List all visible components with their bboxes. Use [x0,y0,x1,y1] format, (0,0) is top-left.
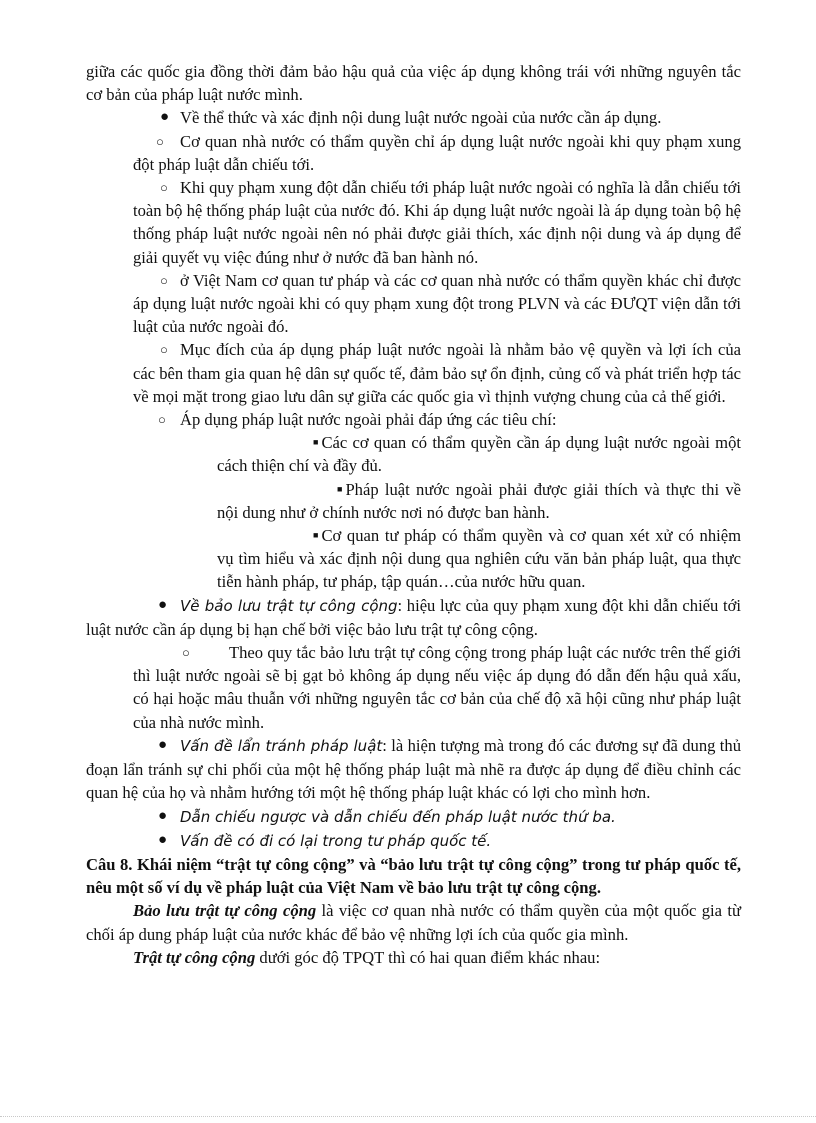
bullet-text: : hiệu lực của quy phạm xung đột khi dẫn chiếu tới luật nước cần áp dụng bị hạn chế bởi việc bảo lưu trật tự công cộng. [86,595,741,639]
term-emphasis: Trật tự công cộng [133,947,256,967]
criterion-item [86,431,741,477]
paragraph: giữa các quốc gia đồng thời đảm bảo hậu quả của việc áp dụng không trái với những nguyên tắc cơ bản của pháp luật nước mình. [86,62,741,105]
square-bullet-icon: ■ [313,530,319,541]
circle-bullet-icon: ○ [158,412,166,428]
sub-item [86,408,741,431]
bullet-emphasis: Về bảo lưu trật tự công cộng [180,596,398,615]
criterion-item [86,524,741,594]
bullet-text: Về thể thức và xác định nội dung luật nước ngoài của nước cần áp dụng. [180,108,662,128]
bullet-icon: ● [160,109,170,126]
bullet-text: : là hiện tượng mà trong đó các đương sự đã dung thủ đoạn lẩn tránh sự chi phối của một hệ thống pháp luật mà nhẽ ra được áp dụng để điều chỉnh các quan hệ của họ và nhằm hướng tới một hệ thống pháp luật khác có lợi cho mình hơn. [86,735,742,803]
circle-bullet-icon: ○ [160,180,168,196]
bullet-icon: ● [158,831,168,848]
paragraph-text: dưới góc độ TPQT thì có hai quan điểm khác nhau: [255,947,601,967]
criterion-text: Các cơ quan có thẩm quyền cần áp dụng luật nước ngoài một cách thiện chí và đầy đủ. [217,433,741,476]
criterion-text: Pháp luật nước ngoài phải được giải thích và thực thi về nội dung như ở chính nước nơi nó được ban hành. [217,479,741,522]
criterion-item [86,478,741,524]
bullet-item [86,805,741,829]
bullet-item [86,734,741,805]
term-emphasis: Bảo lưu trật tự công cộng [133,901,317,921]
bullet-item [86,829,741,853]
sub-item [86,338,741,408]
sub-item [86,176,741,269]
square-bullet-icon: ■ [337,483,343,494]
sub-item-text: Theo quy tắc bảo lưu trật tự công cộng trong pháp luật các nước trên thế giới thì luật nước ngoài sẽ bị gạt bỏ không áp dụng nếu việc áp dụng đó dẫn đến hậu quả xấu, có hại hoặc mâu thuẫn với những nguyên tắc cơ bản của chế độ xã hội cũng như pháp luật của nhà nước mình. [133,643,741,732]
bullet-icon: ● [158,736,168,753]
bullet-text: Dẫn chiếu ngược và dẫn chiếu đến pháp luật nước thứ ba. [180,807,616,826]
sub-item-text: ở Việt Nam cơ quan tư pháp và các cơ quan nhà nước có thẩm quyền khác chỉ được áp dụng luật nước ngoài khi có quy phạm xung đột trong PLVN và các ĐƯQT viện dẫn tới luật của nước ngoài đó. [133,270,741,337]
sub-item-text: Áp dụng pháp luật nước ngoài phải đáp ứng các tiêu chí: [180,410,557,430]
circle-bullet-icon: ○ [182,645,190,661]
bullet-item [86,594,741,641]
bullet-icon: ● [158,596,168,613]
sub-item-text: Cơ quan nhà nước có thẩm quyền chỉ áp dụng luật nước ngoài khi quy phạm xung đột pháp luật dẫn chiếu tới. [133,131,741,174]
circle-bullet-icon: ○ [156,133,164,149]
bullet-text: Vấn đề có đi có lại trong tư pháp quốc tế. [180,831,492,850]
paragraph [86,946,741,969]
circle-bullet-icon: ○ [160,342,168,358]
sub-item [86,130,741,176]
sub-item [86,269,741,339]
document-body [86,60,741,969]
sub-item-text: Khi quy phạm xung đột dẫn chiếu tới pháp luật nước ngoài có nghĩa là dẫn chiếu tới toàn bộ hệ thống pháp luật của nước đó. Khi áp dụng luật nước ngoài là áp dụng toàn bộ hệ thống pháp luật nước ngoài nên nó phải được giải thích, xác định nội dung và áp dụng để giải quyết vụ việc đúng như ở nước đã ban hành nó. [133,178,741,267]
sub-item-text: Mục đích của áp dụng pháp luật nước ngoài là nhằm bảo vệ quyền và lợi ích của các bên tham gia quan hệ dân sự quốc tế, đảm bảo sự ổn định, củng cố và phát triển hợp tác về mọi mặt trong giao lưu dân sự giữa các quốc gia vì thịnh vượng chung của cả thế giới. [133,340,741,406]
circle-bullet-icon: ○ [160,272,168,288]
question-heading: Câu 8. Khái niệm “trật tự công cộng” và “bảo lưu trật tự công cộng” trong tư pháp quốc tế, nêu một số ví dụ về pháp luật của Việt Nam về bảo lưu trật tự công cộng. [86,854,741,898]
square-bullet-icon: ■ [313,437,319,448]
bullet-emphasis: Vấn đề lẩn tránh pháp luật [180,736,383,755]
sub-item [86,641,741,734]
criterion-text: Cơ quan tư pháp có thẩm quyền và cơ quan xét xử có nhiệm vụ tìm hiểu và xác định nội dung qua nghiên cứu văn bản pháp luật, qua thực tiễn hành pháp, tư pháp, tập quán…của nước hữu quan. [217,526,741,592]
paragraph [86,899,741,945]
bullet-item [86,106,741,129]
page-bottom-divider [0,1116,816,1117]
bullet-icon: ● [158,807,168,824]
paragraph-text: là việc cơ quan nhà nước có thẩm quyền của một quốc gia từ chối áp dung pháp luật của nước khác để bảo vệ những lợi ích của quốc gia mình. [86,901,741,944]
